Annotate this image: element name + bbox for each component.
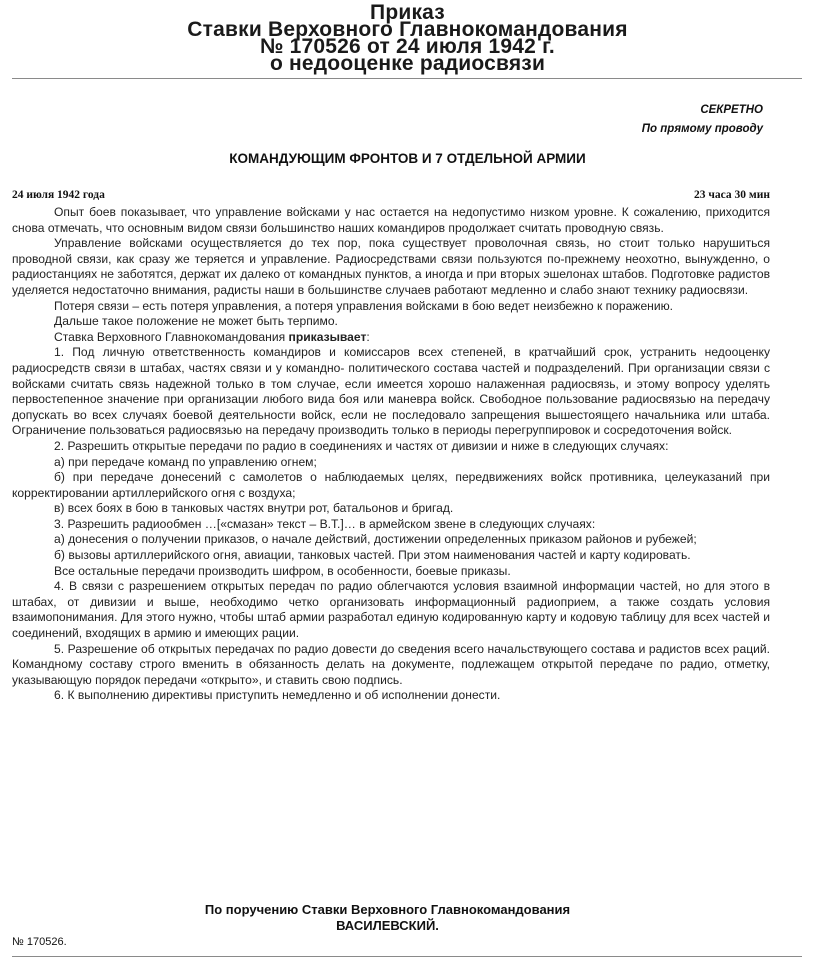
order-subitem: б) при передаче донесений с самолетов о наблюдаемых целях, передвижениях войск противника, целеуказаний при корректировании артиллерийского огня с воздуха;: [12, 470, 770, 500]
order-subitem: а) при передаче команд по управлению огнем;: [54, 454, 317, 469]
title-line-2: Ставки Верховного Главнокомандования: [187, 18, 628, 41]
orders-intro-bold: приказывает: [288, 329, 367, 344]
signature-name: ВАСИЛЕВСКИЙ.: [336, 918, 439, 933]
order-time: 23 часа 30 мин: [694, 189, 770, 201]
top-divider: [12, 78, 802, 79]
order-item-4: 4. В связи с разрешением открытых передач по радио облегчаются условия взаимной информации частей, но для этого в штабах, от дивизии и выше, необходимо четко организовать информационный радиоприем, а также создать условия взаимопонимания. Для этого нужно, чтобы штаб армии разработал единую кодированную карту и кодовую таблицу для всех частей и соединений, входящих в армию и имеющих рации.: [12, 579, 770, 641]
order-item-5: 5. Разрешение об открытых передачах по радио довести до сведения всего начальствующего состава и радистов всех раций. Командному составу строго вменить в обязанность делать на документе, подлежащем открытой передаче по радио, отметку, указывающую порядок передачи «открыто», и ставить свою подпись.: [12, 641, 770, 687]
signature-line-1: По поручению Ставки Верховного Главнокомандования: [204, 902, 571, 917]
document-title: [0, 1, 815, 75]
classification-block: [642, 101, 763, 139]
dateline: [12, 189, 770, 201]
order-date: 24 июля 1942 года: [12, 189, 105, 201]
paragraph: Дальше такое положение не может быть терпимо.: [54, 314, 338, 329]
order-item-3: 3. Разрешить радиообмен …[«смазан» текст – В.Т.]… в армейском звене в следующих случаях:: [54, 516, 596, 531]
orders-intro-text: Ставка Верховного Главнокомандования: [54, 329, 289, 344]
document-number: № 170526.: [12, 936, 67, 948]
title-line-1: Приказ: [370, 1, 445, 24]
channel-label: По прямому проводу: [641, 123, 763, 135]
secret-label: СЕКРЕТНО: [700, 104, 763, 116]
order-item-2: 2. Разрешить открытые передачи по радио в соединениях и частях от дивизии и ниже в следующих случаях:: [54, 438, 669, 453]
order-subitem: б) вызовы артиллерийского огня, авиации, танковых частей. При этом наименования частей и карту кодировать.: [54, 548, 691, 563]
order-note: Все остальные передачи производить шифром, в особенности, боевые приказы.: [54, 563, 511, 578]
order-subitem: а) донесения о получении приказов, о начале действий, достижении определенных приказом районов и рубежей;: [54, 532, 697, 547]
paragraph: Управление войсками осуществляется до тех пор, пока существует проволочная связь, но стоит только нарушиться проводной связи, как сразу же теряется и управление. Радиосредствами связи пользуются по-прежнему неохотно, вынужденно, о радиостанциях не заботятся, держат их далеко от командных пунктов, а иногда и при вторых эшелонах штабов. Подготовке радистов уделяется недостаточно внимания, радисты наши в большинстве случаев работают медленно и слабо знают технику радиосвязи.: [12, 236, 770, 297]
title-line-3: № 170526 от 24 июля 1942 г.: [260, 35, 555, 58]
paragraph: Потеря связи – есть потеря управления, а потеря управления войсками в бою ведет неизбежно к поражению.: [54, 298, 674, 313]
order-item-6: 6. К выполнению директивы приступить немедленно и об исполнении донести.: [54, 688, 501, 703]
paragraph: Опыт боев показывает, что управление войсками у нас остается на недопустимо низком уровне. К сожалению, приходится снова отмечать, что основным видом связи большинство наших командиров продолжает считать проводную связь.: [12, 205, 770, 235]
addressee-heading: КОМАНДУЮЩИМ ФРОНТОВ И 7 ОТДЕЛЬНОЙ АРМИИ: [229, 151, 586, 166]
signature-block: [0, 902, 775, 934]
order-item-1: 1. Под личную ответственность командиров и комиссаров всех степеней, в кратчайший срок, устранить недооценку радиосредств связи в штабах, частях связи и у командно- политического состава частей и подразделений. При организации связи с войсками считать связь надежной только в том случае, если имеется хорошо налаженная радиосвязь, и этому вопросу уделять первостепенное значение при организации любого вида боя или маневра войск. Свободное пользование радиосвязью на передачу допускать во всех случаях боевой деятельности войск, если не последовало запрещения вышестоящего начальника или штаба. Ограничение пользоваться радиосвязью на передачу производить только в периоды перегруппировок и сосредоточения войск.: [12, 345, 770, 438]
order-subitem: в) всех боях в бою в танковых частях внутри рот, батальонов и бригад.: [54, 501, 454, 516]
title-line-4: о недооценке радиосвязи: [269, 52, 546, 75]
bottom-divider: [12, 956, 802, 957]
document-body: [12, 205, 770, 704]
orders-intro: [12, 330, 770, 346]
orders-intro-colon: :: [366, 329, 370, 344]
